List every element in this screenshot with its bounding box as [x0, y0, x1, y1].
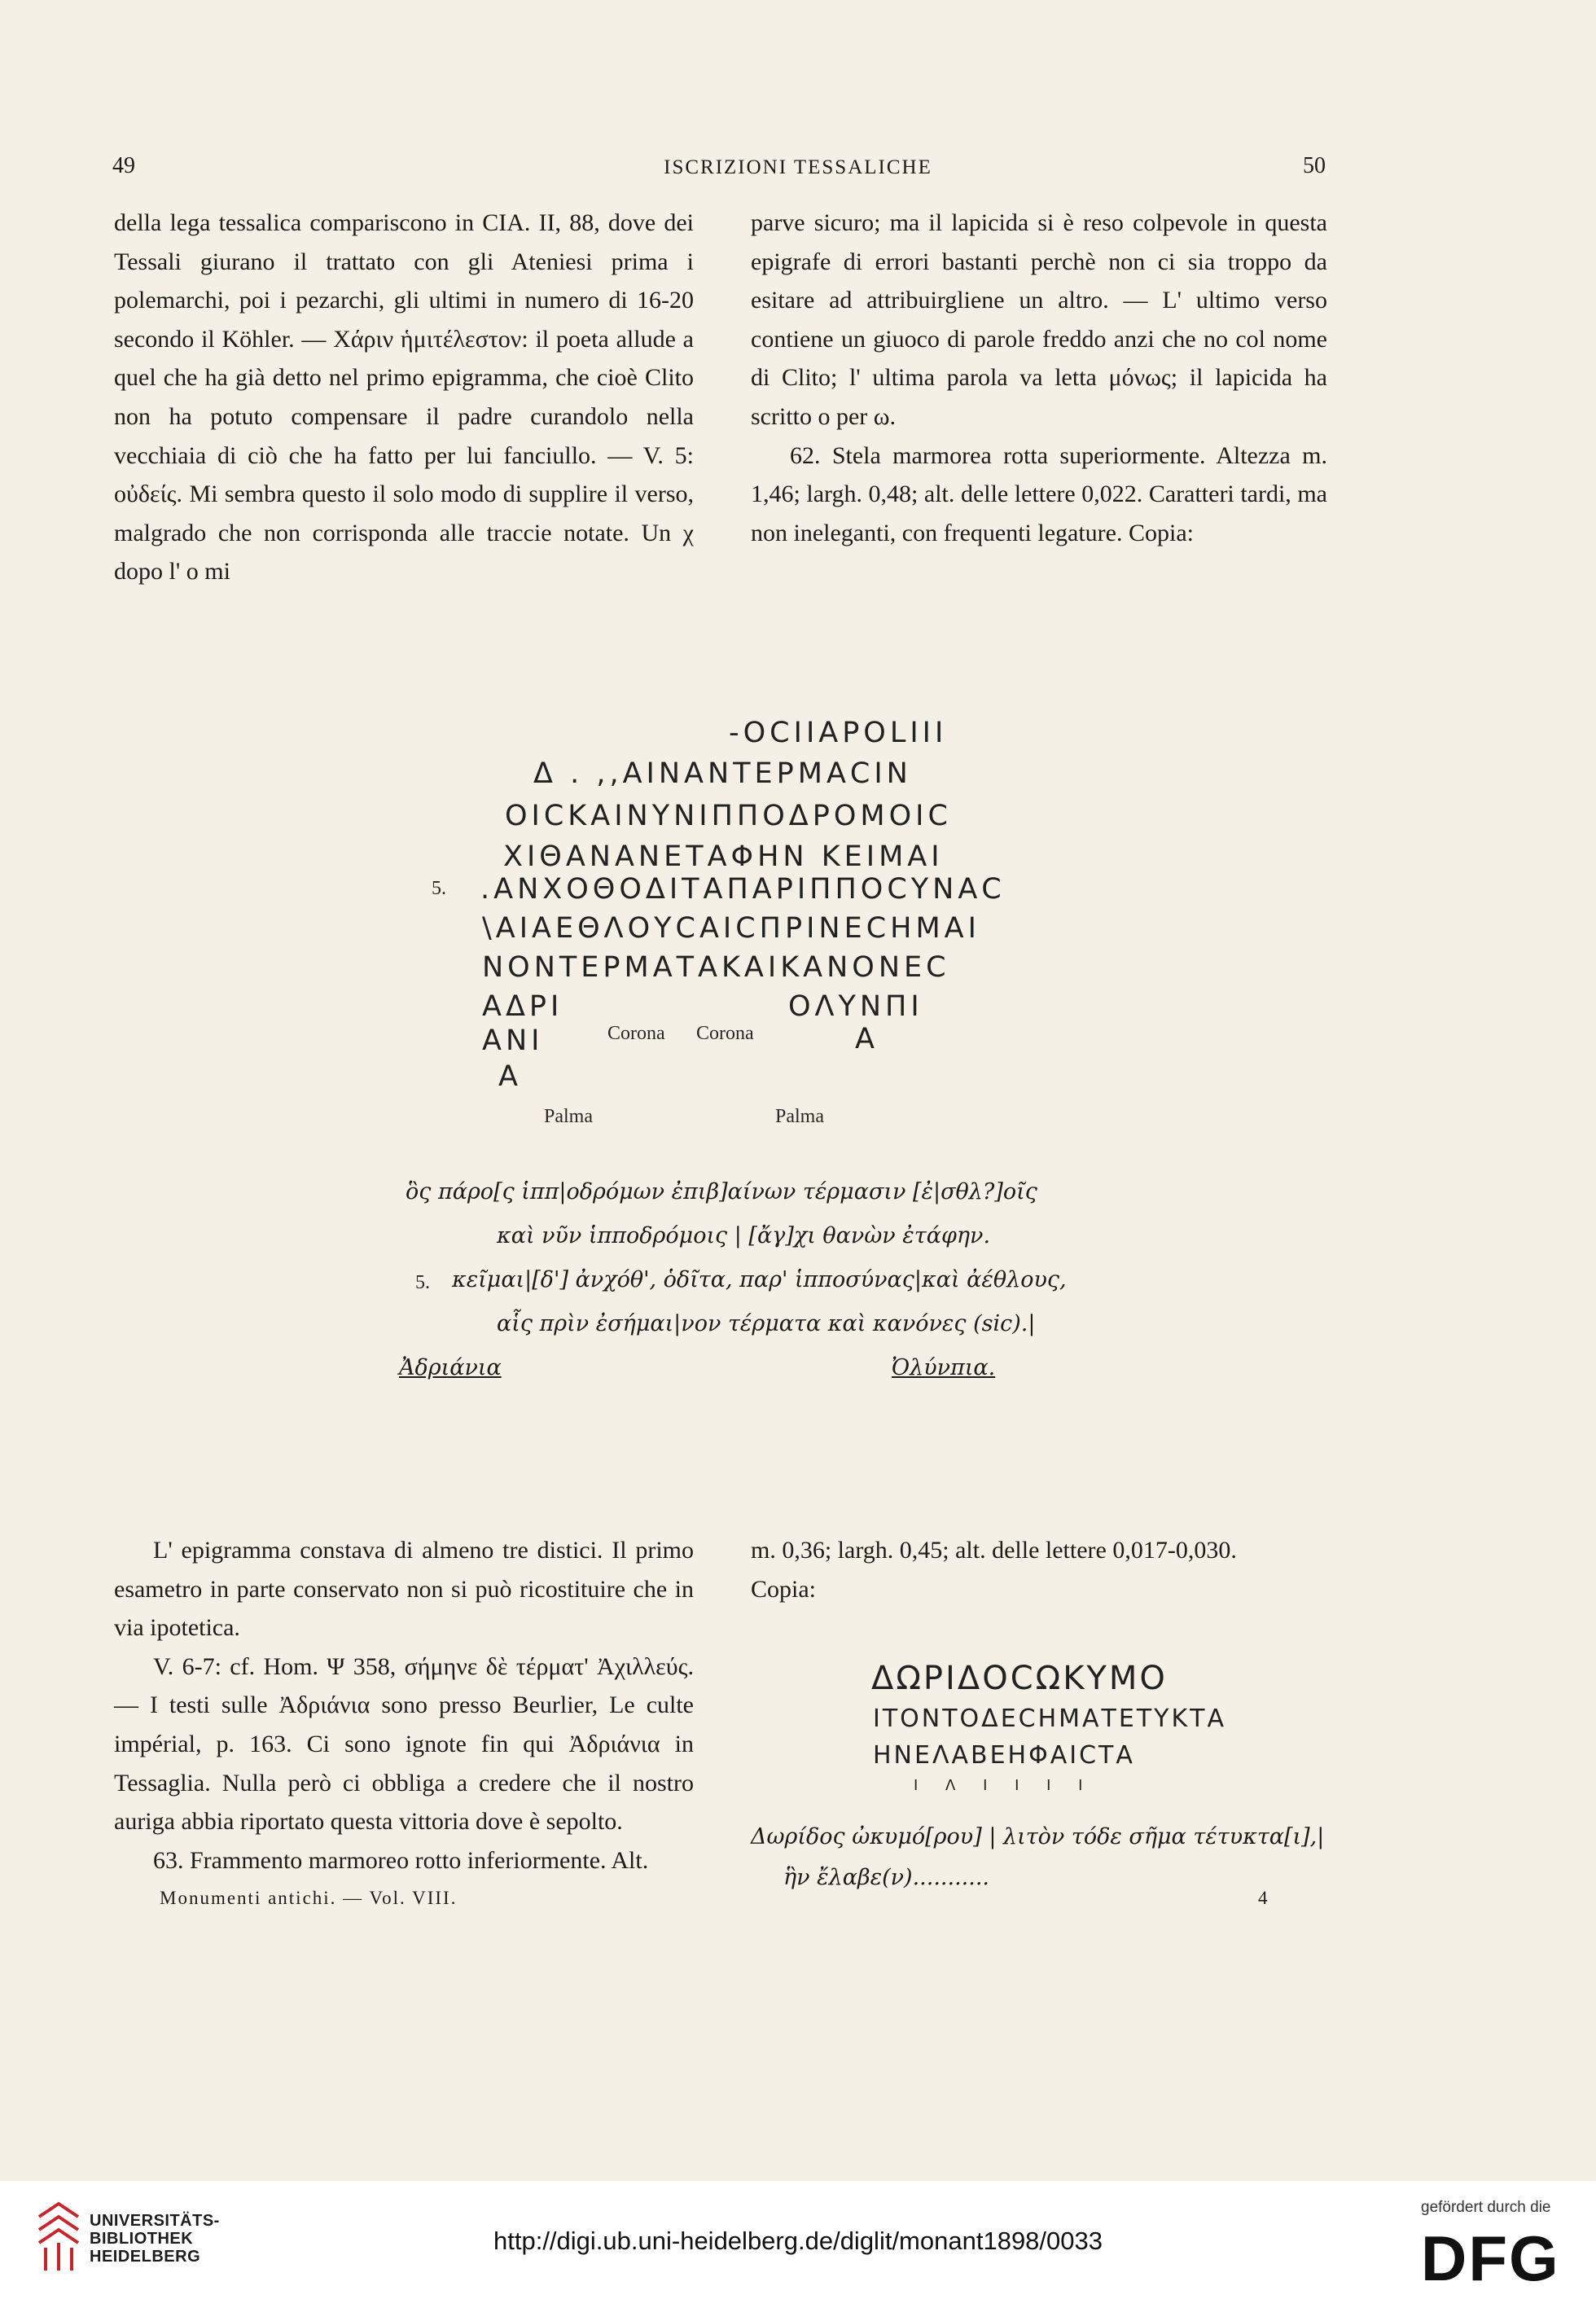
running-title: ISCRIZIONI TESSALICHE — [664, 156, 932, 178]
paragraph: parve sicuro; ma il lapicida si è reso colpevole in questa epigrafe di errori bastanti perchè non ci sia troppo da esitare ad attribuirgliene un altro. — L' ultimo verso contiene un giuoco di parole freddo anzi che no col nome di Clito; l' ultima parola va letta μόνως; il lapicida ha scritto ο per ω. — [751, 209, 1327, 430]
inscription-line: ΗΝΕΛΑΒΕΗΦΑΙCΤΑ — [873, 1741, 1135, 1770]
line-number: 5. — [415, 1272, 430, 1293]
line-number: 5. — [432, 878, 446, 899]
paragraph: L' epigramma constava di almeno tre distici. Il primo esametro in parte conservato non si può ricostituire che in via ipotetica. — [114, 1537, 694, 1642]
volume-footer: Monumenti antichi. — Vol. VIII. — [160, 1888, 458, 1908]
palma-label: Palma — [544, 1106, 593, 1127]
inscription-line: ΧΙΘΑΝΑΝΕΤΑΦΗΝ ΚΕΙΜΑΙ — [503, 840, 944, 873]
signature-number: 4 — [1258, 1888, 1269, 1908]
page-number-left: 49 — [112, 153, 135, 178]
inscription-fragment: Α — [498, 1060, 522, 1093]
left-column-bottom — [114, 1531, 694, 1880]
inscription-fragment: ΑΔΡΙ — [482, 990, 563, 1023]
inscription-line: ΔΩΡΙΔΟCΩΚΥΜΟ — [871, 1660, 1168, 1697]
paragraph: Copia: — [751, 1575, 816, 1603]
paragraph: 62. Stela marmorea rotta superiormente. Altezza m. 1,46; largh. 0,48; alt. delle lettere 0,022. Caratteri tardi, ma non ineleganti, con frequenti legature. Copia: — [751, 441, 1327, 546]
inscription-line: -ΟCIIAPOLIII — [729, 717, 948, 749]
paragraph: m. 0,36; largh. 0,45; alt. delle lettere 0,017-0,030. — [751, 1537, 1237, 1564]
inscription-line: .ΑΝΧΟΘΟΔΙΤΑΠΑΡΙΠΠΟCΥΝΑC — [480, 873, 1006, 906]
inscription-fragment: Α — [855, 1023, 879, 1055]
paragraph: della lega tessalica compariscono in CIA. II, 88, dove dei Tessali giurano il trattato con gli Ateniesi prima i polemarchi, poi i pezarchi, gli ultimi in numero di 16-20 secondo il Köhler. — Χάριν ἡμιτέλεστον: il poeta allude a quel che ha già detto nel primo epigramma, che cioè Clito non ha potuto compensare il padre curandolo nella vecchiaia di ciò che ha fatto per lui fanciullo. — V. 5: οὐδείς. Mi sembra questo il solo modo di supplire il verso, malgrado che non corrisponda alle traccie notate. Un χ dopo l' ο mi — [114, 209, 694, 586]
right-column-bottom — [751, 1531, 1327, 1608]
corona-label: Corona — [696, 1023, 754, 1044]
inscription-fragment: ΟΛΥΝΠΙ — [788, 990, 923, 1023]
transcription-line: κεῖμαι|[δ'] ἀνχόθ', ὁδῖτα, παρ' ἱπποσύνας|καὶ ἀέθλους, — [452, 1267, 1067, 1292]
page-number-right: 50 — [1303, 153, 1326, 178]
transcription-line: Δωρίδος ὠκυμό[ρου] | λιτὸν τόδε σῆμα τέτυκτα[ι],| — [751, 1824, 1325, 1849]
transcription-name-right: Ὀλύνπια. — [892, 1355, 996, 1380]
left-column-top — [114, 204, 694, 591]
inscription-line: ΙΤΟΝΤΟΔΕCΗΜΑΤΕΤΥΚΤΑ — [873, 1705, 1227, 1733]
inscription-line: Ι Λ Ι Ι Ι Ι — [914, 1777, 1094, 1794]
transcription-line: καὶ νῦν ἱπποδρόμοις | [ἄγ]χι θανὼν ἐτάφην. — [497, 1223, 991, 1248]
transcription-line: αἷς πρὶν ἐσήμαι|νον τέρματα καὶ κανόνες (sic).| — [497, 1311, 1036, 1336]
inscription-fragment: ΑΝΙ — [482, 1024, 544, 1057]
inscription-line: \ΑΙΑΕΘΛΟΥCΑΙCΠΡΙΝΕCΗΜΑΙ — [482, 912, 980, 945]
source-url[interactable]: http://digi.ub.uni-heidelberg.de/diglit/monant1898/0033 — [493, 2227, 1103, 2255]
corona-label: Corona — [607, 1023, 665, 1044]
paragraph: V. 6-7: cf. Hom. Ψ 358, σήμηνε δὲ τέρματ' Ἀχιλλεύς. — I testi sulle Ἀδριάνια sono presso Beurlier, Le culte impérial, p. 163. Ci sono ignote fin qui Ἀδριάνια in Tessaglia. Nulla però ci obbliga a credere che il nostro auriga abbia riportato questa vittoria dove è sepolto. — [114, 1652, 694, 1836]
inscription-line: Δ . ,,AIΝΑΝΤΕΡΜΑCΙΝ — [533, 757, 912, 790]
paragraph: 63. Frammento marmoreo rotto inferiormente. Alt. — [153, 1846, 649, 1874]
right-column-top — [751, 204, 1327, 552]
library-logo-text: UNIVERSITÄTS- BIBLIOTHEK HEIDELBERG — [90, 2212, 220, 2266]
inscription-line: ΟΙCΚΑΙΝΥΝΙΠΠΟΔΡΟΜΟΙC — [505, 800, 952, 832]
dfg-logo: DFG — [1421, 2222, 1560, 2294]
transcription-line: ὃς πάρο[ς ἱππ|οδρόμων ἐπιβ]αίνων τέρμασιν [ἐ|σθλ?]οῖς — [406, 1179, 1037, 1204]
funding-label: gefördert durch die — [1421, 2199, 1551, 2216]
inscription-line: ΝΟΝΤΕΡΜΑΤΑΚΑΙΚΑΝΟΝΕC — [482, 951, 950, 984]
palma-label: Palma — [775, 1106, 824, 1127]
transcription-line: ἣν ἔλαβε(ν)........... — [783, 1865, 989, 1890]
transcription-name-left: Ἀδριάνια — [399, 1355, 502, 1380]
